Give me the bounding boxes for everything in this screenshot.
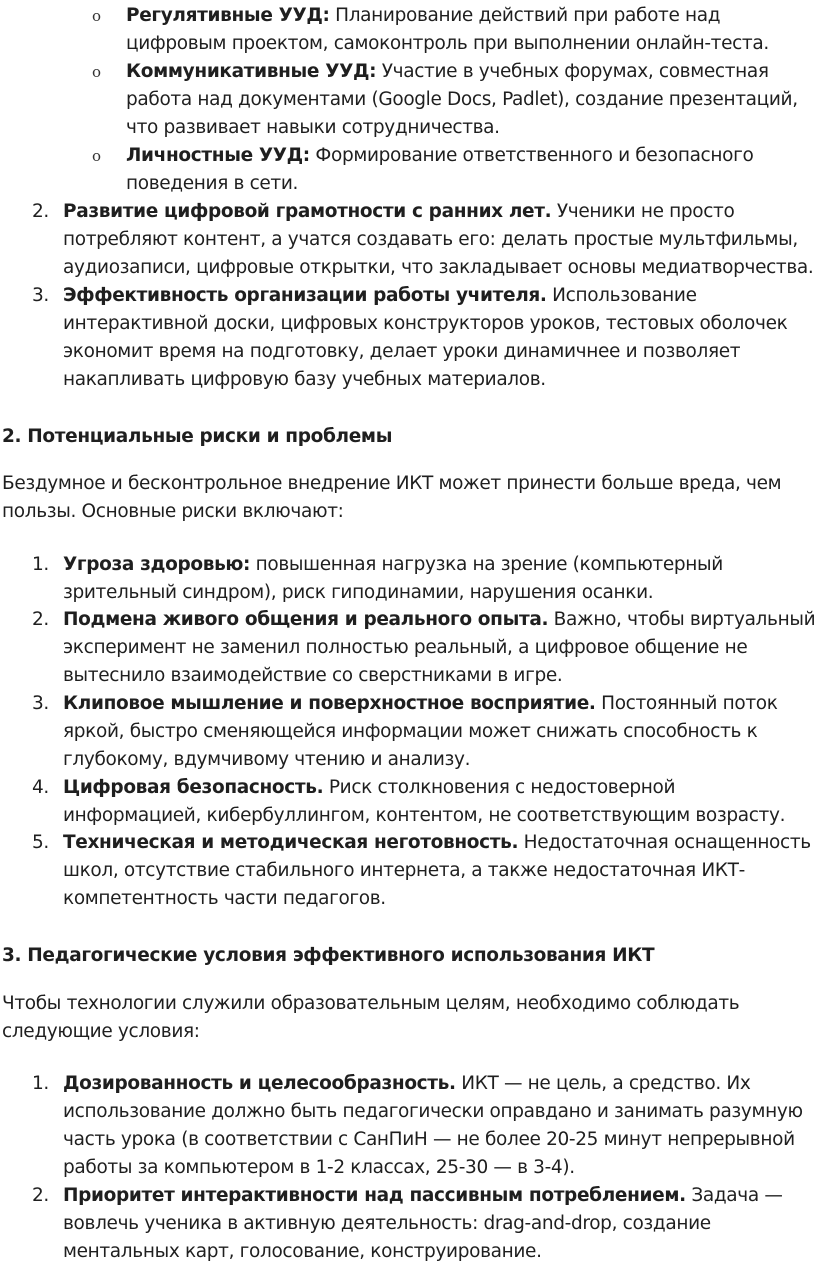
item-text: Недостаточная оснащенность школ, отсутствие стабильного интернета, а также недостаточная ИКТ-компетентность части педагогов. <box>63 832 811 909</box>
item-title: Дозированность и целесообразность. <box>63 1073 456 1094</box>
item-title: Развитие цифровой грамотности с ранних лет. <box>63 201 552 222</box>
item-number: 5. <box>32 832 49 853</box>
circle-bullet-icon: o <box>92 147 101 165</box>
list-item-health-threat <box>32 551 816 607</box>
item-number: 3. <box>32 285 49 306</box>
item-text: Формирование ответственного и безопасного поведения в сети. <box>126 145 754 194</box>
list-item-communication-substitution <box>32 606 816 690</box>
item-title: Клиповое мышление и поверхностное восприятие. <box>63 693 596 714</box>
item-title: Эффективность организации работы учителя. <box>63 285 547 306</box>
item-title: Коммуникативные УУД: <box>126 61 377 82</box>
section-heading-conditions: 3. Педагогические условия эффективного использования ИКТ <box>2 945 655 966</box>
item-number: 1. <box>32 554 49 575</box>
circle-bullet-icon: o <box>92 7 101 25</box>
item-number: 3. <box>32 693 49 714</box>
section-intro-conditions: Чтобы технологии служили образовательным целям, необходимо соблюдать следующие условия: <box>2 993 740 1042</box>
item-text: ИКТ — не цель, а средство. Их использование должно быть педагогически оправдано и занимать разумную часть урока (в соответствии с СанПиН — не более 20-25 минут непрерывной работы за компьютером в 1-2 классах, 25-30 — в 3-4). <box>63 1073 803 1178</box>
list-item-communicative-uud <box>92 58 816 142</box>
item-title: Приоритет интерактивности над пассивным потреблением. <box>63 1185 686 1206</box>
item-text: Постоянный поток яркой, быстро сменяющейся информации может снижать способность к глубокому, вдумчивому чтению и анализу. <box>63 693 778 770</box>
item-number: 2. <box>32 201 49 222</box>
circle-bullet-icon: o <box>92 63 101 81</box>
list-item-clip-thinking <box>32 690 816 774</box>
list-item-teacher-efficiency <box>32 282 816 394</box>
item-text: Ученики не просто потребляют контент, а учатся создавать его: делать простые мультфильмы, аудиозаписи, цифровые открытки, что закладывает основы медиатворчества. <box>63 201 814 278</box>
list-item-digital-literacy <box>32 198 816 282</box>
item-title: Регулятивные УУД: <box>126 5 330 26</box>
list-item-digital-safety <box>32 774 816 830</box>
item-title: Личностные УУД: <box>126 145 310 166</box>
section-intro-risks: Бездумное и бесконтрольное внедрение ИКТ может принести больше вреда, чем пользы. Основные риски включают: <box>2 473 782 522</box>
item-number: 1. <box>32 1073 49 1094</box>
list-item-dosage <box>32 1070 816 1182</box>
item-text: Планирование действий при работе над цифровым проектом, самоконтроль при выполнении онлайн-теста. <box>126 5 769 54</box>
list-item-unpreparedness <box>32 829 816 913</box>
item-text: Использование интерактивной доски, цифровых конструкторов уроков, тестовых оболочек экономит время на подготовку, делает уроки динамичнее и позволяет накапливать цифровую базу учебных материалов. <box>63 285 788 390</box>
item-title: Угроза здоровью: <box>63 554 251 575</box>
item-number: 4. <box>32 777 49 798</box>
list-item-regulatory-uud <box>92 2 816 58</box>
list-item-personal-uud <box>92 142 816 198</box>
item-text: повышенная нагрузка на зрение (компьютерный зрительный синдром), риск гиподинамии, нарушения осанки. <box>63 554 723 603</box>
item-text: Важно, чтобы виртуальный эксперимент не заменил полностью реальный, а цифровое общение не вытеснило взаимодействие со сверстниками в игре. <box>63 609 816 686</box>
item-title: Цифровая безопасность. <box>63 777 324 798</box>
item-text: Задача — вовлечь ученика в активную деятельность: drag-and-drop, создание ментальных карт, голосование, конструирование. <box>63 1185 783 1262</box>
list-item-interactivity-priority <box>32 1182 816 1266</box>
section-heading-risks: 2. Потенциальные риски и проблемы <box>2 426 393 447</box>
item-text: Риск столкновения с недостоверной информацией, кибербуллингом, контентом, не соответствующим возрасту. <box>63 777 786 826</box>
item-title: Подмена живого общения и реального опыта. <box>63 609 549 630</box>
item-number: 2. <box>32 1185 49 1206</box>
item-text: Участие в учебных форумах, совместная работа над документами (Google Docs, Padlet), создание презентаций, что развивает навыки сотрудничества. <box>126 61 798 138</box>
item-number: 2. <box>32 609 49 630</box>
item-title: Техническая и методическая неготовность. <box>63 832 519 853</box>
